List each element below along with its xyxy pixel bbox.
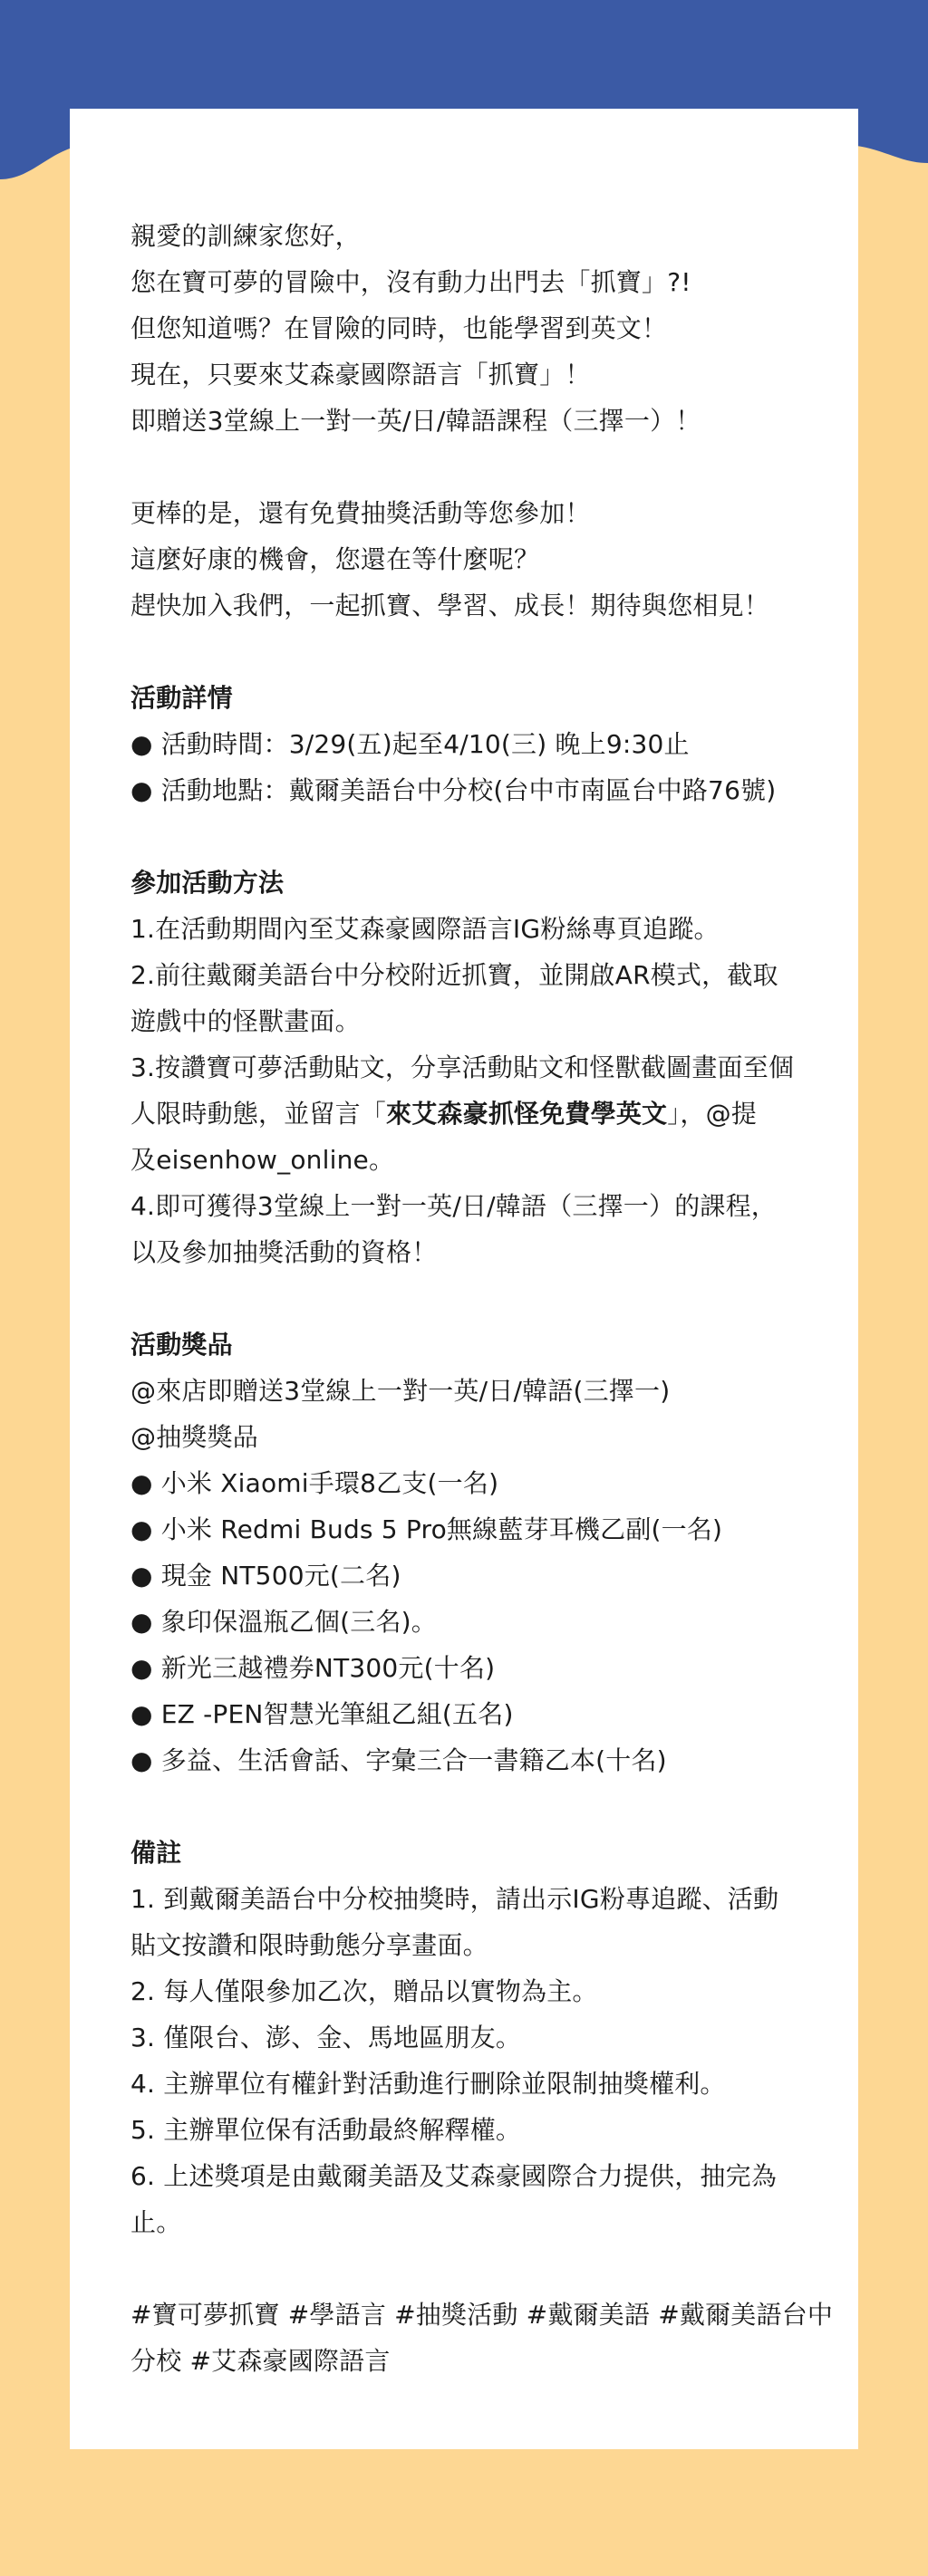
note-item: 1. 到戴爾美語台中分校抽獎時，請出示IG粉專追蹤、活動	[130, 1884, 779, 1914]
note-item: 6. 上述獎項是由戴爾美語及艾森豪國際合力提供，抽完為	[130, 2161, 778, 2191]
intro-line: 您在寶可夢的冒險中，沒有動力出門去「抓寶」?!	[130, 267, 691, 297]
prize-item: ● EZ -PEN智慧光筆組乙組(五名)	[130, 1699, 514, 1729]
content-card	[70, 109, 858, 2449]
prize-item: ● 象印保溫瓶乙個(三名)。	[130, 1607, 437, 1637]
prize-item: ● 小米 Redmi Buds 5 Pro無線藍芽耳機乙副(一名)	[130, 1514, 723, 1544]
method-step: 遊戲中的怪獸畫面。	[130, 1006, 361, 1036]
method-step	[130, 1091, 858, 1137]
intro2-line: 更棒的是，還有免費抽獎活動等您參加！	[130, 498, 591, 528]
hashtags-line: #寶可夢抓寶 #學語言 #抽獎活動 #戴爾美語 #戴爾美語台中	[130, 2300, 834, 2330]
method-step: 以及參加抽獎活動的資格！	[130, 1237, 438, 1267]
intro-line: 親愛的訓練家您好，	[130, 221, 361, 251]
note-item: 貼文按讚和限時動態分享畫面。	[130, 1930, 488, 1960]
method-heading: 參加活動方法	[130, 868, 285, 898]
comment-phrase: 來艾森豪抓怪免費學英文	[386, 1099, 668, 1129]
note-item: 4. 主辦單位有權針對活動進行刪除並限制抽獎權利。	[130, 2069, 726, 2099]
prize-item: @抽獎獎品	[130, 1422, 259, 1452]
intro2-line: 趕快加入我們，一起抓寶、學習、成長！期待與您相見！	[130, 591, 770, 620]
prize-item: @來店即贈送3堂線上一對一英/日/韓語(三擇一)	[130, 1376, 671, 1406]
details-item: ● 活動地點：戴爾美語台中分校(台中市南區台中路76號)	[130, 775, 777, 805]
note-item: 2. 每人僅限參加乙次，贈品以實物為主。	[130, 1976, 598, 2006]
intro-line: 即贈送3堂線上一對一英/日/韓語課程（三擇一）！	[130, 406, 701, 436]
note-item: 止。	[130, 2207, 182, 2237]
method-step-text: 」，@提	[667, 1099, 758, 1129]
intro2-line: 這麼好康的機會，您還在等什麼呢？	[130, 544, 540, 574]
prize-item: ● 新光三越禮券NT300元(十名)	[130, 1653, 496, 1683]
intro-line: 現在，只要來艾森豪國際語言「抓寶」！	[130, 360, 591, 389]
method-step: 3.按讚寶可夢活動貼文，分享活動貼文和怪獸截圖畫面至個	[130, 1053, 795, 1082]
method-step-text: 人限時動態，並留言「	[130, 1099, 387, 1129]
method-step: 4.即可獲得3堂線上一對一英/日/韓語（三擇一）的課程，	[130, 1191, 777, 1221]
notes-heading: 備註	[130, 1838, 182, 1868]
note-item: 3. 僅限台、澎、金、馬地區朋友。	[130, 2023, 522, 2052]
method-step: 1.在活動期間內至艾森豪國際語言IG粉絲專頁追蹤。	[130, 914, 720, 944]
method-step: 2.前往戴爾美語台中分校附近抓寶，並開啟AR模式，截取	[130, 960, 778, 990]
prize-item: ● 多益、生活會話、字彙三合一書籍乙本(十名)	[130, 1745, 667, 1775]
details-item: ● 活動時間：3/29(五)起至4/10(三) 晚上9:30止	[130, 729, 690, 759]
hashtags-line: 分校 #艾森豪國際語言	[130, 2346, 391, 2376]
prizes-heading: 活動獎品	[130, 1330, 233, 1360]
prize-item: ● 現金 NT500元(二名)	[130, 1561, 401, 1591]
intro-line: 但您知道嗎？在冒險的同時，也能學習到英文！	[130, 313, 668, 343]
details-heading: 活動詳情	[130, 683, 233, 713]
note-item: 5. 主辦單位保有活動最終解釋權。	[130, 2115, 522, 2145]
method-step: 及eisenhow_online。	[130, 1145, 395, 1175]
prize-item: ● 小米 Xiaomi手環8乙支(一名)	[130, 1468, 499, 1498]
